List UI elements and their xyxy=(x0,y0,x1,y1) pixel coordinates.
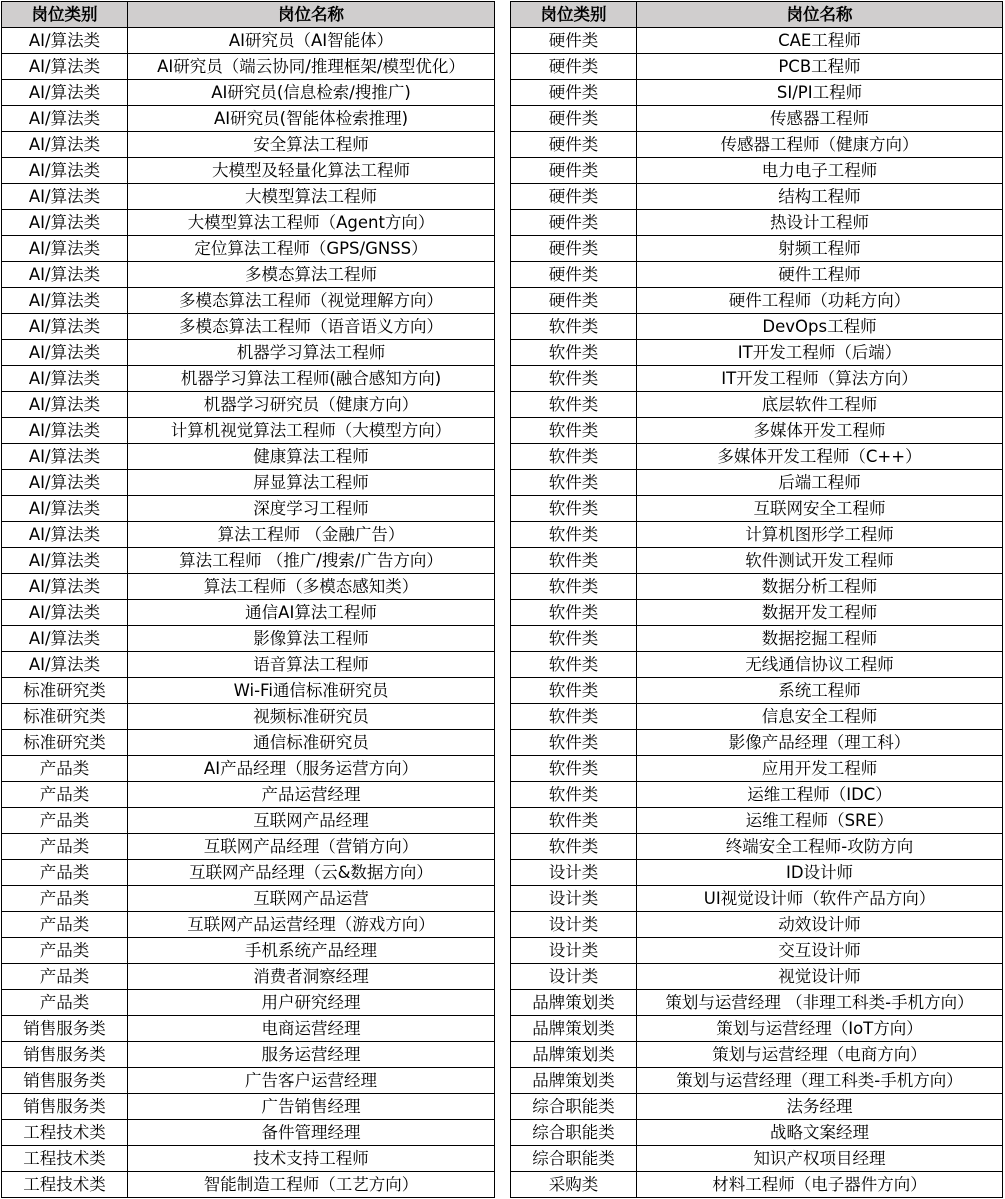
table-row xyxy=(511,834,1003,860)
table-row xyxy=(2,54,495,80)
job-category-cell: AI/算法类 xyxy=(2,210,128,236)
job-category-cell: 产品类 xyxy=(2,938,128,964)
job-category-cell: AI/算法类 xyxy=(2,652,128,678)
job-category-cell: 硬件类 xyxy=(511,132,637,158)
job-category-cell: 硬件类 xyxy=(511,236,637,262)
job-category-cell: 软件类 xyxy=(511,496,637,522)
job-category-cell: 产品类 xyxy=(2,912,128,938)
table-row xyxy=(511,1016,1003,1042)
job-name-cell: 终端安全工程师-攻防方向 xyxy=(637,834,1003,860)
job-name-cell: 机器学习研究员（健康方向） xyxy=(128,392,495,418)
job-name-cell: 大模型算法工程师（Agent方向） xyxy=(128,210,495,236)
table-row xyxy=(511,1146,1003,1172)
job-name-cell: IT开发工程师（算法方向） xyxy=(637,366,1003,392)
job-category-cell: 产品类 xyxy=(2,782,128,808)
job-category-cell: AI/算法类 xyxy=(2,366,128,392)
job-category-cell: 标准研究类 xyxy=(2,730,128,756)
job-name-cell: 大模型算法工程师 xyxy=(128,184,495,210)
table-row xyxy=(2,860,495,886)
table-row xyxy=(511,704,1003,730)
job-category-cell: 工程技术类 xyxy=(2,1120,128,1146)
table-row xyxy=(2,600,495,626)
job-name-cell: 互联网产品经理（云&数据方向） xyxy=(128,860,495,886)
table-row xyxy=(2,106,495,132)
job-name-cell: 计算机视觉算法工程师（大模型方向） xyxy=(128,418,495,444)
job-name-cell: 影像算法工程师 xyxy=(128,626,495,652)
job-category-cell: 软件类 xyxy=(511,756,637,782)
table-row xyxy=(2,1172,495,1198)
job-category-cell: 软件类 xyxy=(511,678,637,704)
table-row xyxy=(511,1094,1003,1120)
job-category-cell: AI/算法类 xyxy=(2,548,128,574)
table-row xyxy=(2,236,495,262)
header-row xyxy=(2,2,495,28)
job-category-cell: 软件类 xyxy=(511,522,637,548)
table-body-right xyxy=(511,28,1003,1198)
job-name-cell: AI研究员（端云协同/推理框架/模型优化） xyxy=(128,54,495,80)
job-name-cell: 深度学习工程师 xyxy=(128,496,495,522)
job-category-cell: 软件类 xyxy=(511,704,637,730)
header-name: 岗位名称 xyxy=(128,2,495,28)
job-category-cell: 硬件类 xyxy=(511,80,637,106)
job-name-cell: 后端工程师 xyxy=(637,470,1003,496)
job-category-cell: 工程技术类 xyxy=(2,1172,128,1198)
job-category-cell: AI/算法类 xyxy=(2,236,128,262)
job-name-cell: 智能制造工程师（工艺方向） xyxy=(128,1172,495,1198)
table-row xyxy=(511,1068,1003,1094)
job-name-cell: 数据挖掘工程师 xyxy=(637,626,1003,652)
job-name-cell: 射频工程师 xyxy=(637,236,1003,262)
table-row xyxy=(2,574,495,600)
job-category-cell: 软件类 xyxy=(511,548,637,574)
table-row xyxy=(2,756,495,782)
job-name-cell: AI研究员(信息检索/搜推广) xyxy=(128,80,495,106)
job-name-cell: 消费者洞察经理 xyxy=(128,964,495,990)
table-row xyxy=(511,548,1003,574)
job-category-cell: 软件类 xyxy=(511,444,637,470)
header-name: 岗位名称 xyxy=(637,2,1003,28)
job-category-cell: 产品类 xyxy=(2,808,128,834)
table-row xyxy=(2,1120,495,1146)
table-row xyxy=(511,106,1003,132)
table-row xyxy=(511,340,1003,366)
table-row xyxy=(2,678,495,704)
job-category-cell: 综合职能类 xyxy=(511,1146,637,1172)
table-row xyxy=(511,496,1003,522)
job-name-cell: 结构工程师 xyxy=(637,184,1003,210)
table-body-left xyxy=(2,28,495,1198)
job-name-cell: PCB工程师 xyxy=(637,54,1003,80)
job-name-cell: 硬件工程师 xyxy=(637,262,1003,288)
job-name-cell: 视觉设计师 xyxy=(637,964,1003,990)
job-category-cell: 硬件类 xyxy=(511,28,637,54)
job-category-cell: AI/算法类 xyxy=(2,288,128,314)
job-name-cell: 法务经理 xyxy=(637,1094,1003,1120)
job-category-cell: 品牌策划类 xyxy=(511,1016,637,1042)
job-category-cell: 综合职能类 xyxy=(511,1094,637,1120)
table-row xyxy=(511,912,1003,938)
job-category-cell: 品牌策划类 xyxy=(511,990,637,1016)
job-name-cell: 电力电子工程师 xyxy=(637,158,1003,184)
table-row xyxy=(511,80,1003,106)
job-name-cell: 通信AI算法工程师 xyxy=(128,600,495,626)
job-name-cell: 健康算法工程师 xyxy=(128,444,495,470)
table-row xyxy=(2,652,495,678)
job-name-cell: 手机系统产品经理 xyxy=(128,938,495,964)
job-name-cell: 定位算法工程师（GPS/GNSS） xyxy=(128,236,495,262)
job-category-cell: 综合职能类 xyxy=(511,1120,637,1146)
job-name-cell: DevOps工程师 xyxy=(637,314,1003,340)
job-category-cell: 软件类 xyxy=(511,392,637,418)
job-table-left xyxy=(1,1,495,1198)
job-name-cell: 互联网产品运营 xyxy=(128,886,495,912)
job-category-cell: 销售服务类 xyxy=(2,1094,128,1120)
table-row xyxy=(511,522,1003,548)
job-name-cell: AI研究员（AI智能体） xyxy=(128,28,495,54)
table-row xyxy=(2,938,495,964)
job-category-cell: 软件类 xyxy=(511,574,637,600)
table-row xyxy=(511,782,1003,808)
table-row xyxy=(2,80,495,106)
table-row xyxy=(511,990,1003,1016)
job-name-cell: 互联网产品经理（营销方向） xyxy=(128,834,495,860)
job-category-cell: 销售服务类 xyxy=(2,1068,128,1094)
job-category-cell: AI/算法类 xyxy=(2,80,128,106)
job-name-cell: UI视觉设计师（软件产品方向） xyxy=(637,886,1003,912)
job-category-cell: AI/算法类 xyxy=(2,496,128,522)
job-name-cell: 安全算法工程师 xyxy=(128,132,495,158)
job-category-cell: 软件类 xyxy=(511,418,637,444)
job-name-cell: 数据开发工程师 xyxy=(637,600,1003,626)
job-name-cell: 电商运营经理 xyxy=(128,1016,495,1042)
job-name-cell: 多模态算法工程师 xyxy=(128,262,495,288)
job-name-cell: 产品运营经理 xyxy=(128,782,495,808)
table-row xyxy=(511,236,1003,262)
job-name-cell: 传感器工程师 xyxy=(637,106,1003,132)
table-row xyxy=(511,756,1003,782)
table-row xyxy=(511,600,1003,626)
job-category-cell: AI/算法类 xyxy=(2,470,128,496)
job-category-cell: 硬件类 xyxy=(511,184,637,210)
job-category-cell: 标准研究类 xyxy=(2,678,128,704)
job-category-cell: AI/算法类 xyxy=(2,184,128,210)
job-name-cell: 计算机图形学工程师 xyxy=(637,522,1003,548)
job-name-cell: ID设计师 xyxy=(637,860,1003,886)
job-category-cell: 设计类 xyxy=(511,938,637,964)
job-name-cell: 数据分析工程师 xyxy=(637,574,1003,600)
job-category-cell: 软件类 xyxy=(511,808,637,834)
job-name-cell: 策划与运营经理（理工科类-手机方向） xyxy=(637,1068,1003,1094)
table-row xyxy=(2,1094,495,1120)
table-row xyxy=(511,964,1003,990)
job-name-cell: 多模态算法工程师（视觉理解方向） xyxy=(128,288,495,314)
table-row xyxy=(2,314,495,340)
job-name-cell: 算法工程师（多模态感知类） xyxy=(128,574,495,600)
job-name-cell: 服务运营经理 xyxy=(128,1042,495,1068)
job-category-cell: AI/算法类 xyxy=(2,158,128,184)
table-row xyxy=(2,210,495,236)
job-category-cell: 软件类 xyxy=(511,314,637,340)
table-row xyxy=(511,626,1003,652)
job-category-cell: 软件类 xyxy=(511,470,637,496)
job-name-cell: 交互设计师 xyxy=(637,938,1003,964)
table-row xyxy=(511,808,1003,834)
table-row xyxy=(2,366,495,392)
job-category-cell: 硬件类 xyxy=(511,54,637,80)
job-name-cell: 互联网产品运营经理（游戏方向） xyxy=(128,912,495,938)
table-row xyxy=(2,444,495,470)
table-row xyxy=(2,1068,495,1094)
table-row xyxy=(2,730,495,756)
job-category-cell: 软件类 xyxy=(511,782,637,808)
table-row xyxy=(511,1172,1003,1198)
table-row xyxy=(511,132,1003,158)
job-name-cell: 运维工程师（IDC） xyxy=(637,782,1003,808)
job-name-cell: 软件测试开发工程师 xyxy=(637,548,1003,574)
job-name-cell: 机器学习算法工程师(融合感知方向) xyxy=(128,366,495,392)
table-row xyxy=(2,470,495,496)
job-name-cell: 战略文案经理 xyxy=(637,1120,1003,1146)
table-row xyxy=(511,314,1003,340)
table-row xyxy=(2,886,495,912)
job-name-cell: 互联网安全工程师 xyxy=(637,496,1003,522)
job-category-cell: 工程技术类 xyxy=(2,1146,128,1172)
table-row xyxy=(2,1042,495,1068)
header-category: 岗位类别 xyxy=(511,2,637,28)
job-category-cell: 设计类 xyxy=(511,964,637,990)
job-name-cell: 底层软件工程师 xyxy=(637,392,1003,418)
job-name-cell: 应用开发工程师 xyxy=(637,756,1003,782)
table-row xyxy=(2,990,495,1016)
job-name-cell: 热设计工程师 xyxy=(637,210,1003,236)
table-row xyxy=(2,808,495,834)
job-name-cell: 无线通信协议工程师 xyxy=(637,652,1003,678)
job-category-cell: 标准研究类 xyxy=(2,704,128,730)
job-category-cell: 品牌策划类 xyxy=(511,1068,637,1094)
table-row xyxy=(2,340,495,366)
job-name-cell: 广告客户运营经理 xyxy=(128,1068,495,1094)
job-name-cell: SI/PI工程师 xyxy=(637,80,1003,106)
table-row xyxy=(511,418,1003,444)
table-row xyxy=(511,1120,1003,1146)
job-category-cell: 设计类 xyxy=(511,886,637,912)
job-name-cell: 材料工程师（电子器件方向） xyxy=(637,1172,1003,1198)
job-category-cell: AI/算法类 xyxy=(2,418,128,444)
job-name-cell: Wi-Fi通信标准研究员 xyxy=(128,678,495,704)
table-row xyxy=(2,496,495,522)
job-category-cell: 硬件类 xyxy=(511,158,637,184)
job-category-cell: AI/算法类 xyxy=(2,106,128,132)
job-category-cell: AI/算法类 xyxy=(2,574,128,600)
job-category-cell: AI/算法类 xyxy=(2,522,128,548)
job-category-cell: 产品类 xyxy=(2,886,128,912)
job-name-cell: 策划与运营经理（IoT方向） xyxy=(637,1016,1003,1042)
job-category-cell: 产品类 xyxy=(2,756,128,782)
job-category-cell: 软件类 xyxy=(511,366,637,392)
job-category-cell: 硬件类 xyxy=(511,288,637,314)
job-name-cell: 硬件工程师（功耗方向） xyxy=(637,288,1003,314)
job-name-cell: 技术支持工程师 xyxy=(128,1146,495,1172)
job-name-cell: 影像产品经理（理工科） xyxy=(637,730,1003,756)
job-category-cell: 硬件类 xyxy=(511,262,637,288)
table-row xyxy=(2,418,495,444)
table-row xyxy=(2,392,495,418)
table-row xyxy=(511,54,1003,80)
table-row xyxy=(511,860,1003,886)
table-row xyxy=(511,262,1003,288)
job-name-cell: 传感器工程师（健康方向） xyxy=(637,132,1003,158)
job-category-cell: 采购类 xyxy=(511,1172,637,1198)
table-row xyxy=(511,1042,1003,1068)
table-row xyxy=(2,28,495,54)
job-category-cell: AI/算法类 xyxy=(2,444,128,470)
table-row xyxy=(2,158,495,184)
table-row xyxy=(2,288,495,314)
job-category-cell: 硬件类 xyxy=(511,210,637,236)
table-row xyxy=(2,262,495,288)
job-category-cell: 软件类 xyxy=(511,834,637,860)
header-row xyxy=(511,2,1003,28)
job-name-cell: 备件管理经理 xyxy=(128,1120,495,1146)
table-row xyxy=(2,1016,495,1042)
table-row xyxy=(511,158,1003,184)
table-row xyxy=(511,730,1003,756)
job-name-cell: 视频标准研究员 xyxy=(128,704,495,730)
table-row xyxy=(511,886,1003,912)
job-name-cell: 策划与运营经理 （非理工科类-手机方向） xyxy=(637,990,1003,1016)
job-name-cell: 动效设计师 xyxy=(637,912,1003,938)
header-category: 岗位类别 xyxy=(2,2,128,28)
table-row xyxy=(511,392,1003,418)
table-row xyxy=(511,678,1003,704)
job-category-cell: 软件类 xyxy=(511,600,637,626)
table-row xyxy=(2,548,495,574)
job-name-cell: AI研究员(智能体检索推理) xyxy=(128,106,495,132)
table-row xyxy=(511,366,1003,392)
job-name-cell: 互联网产品经理 xyxy=(128,808,495,834)
table-row xyxy=(511,574,1003,600)
table-row xyxy=(511,652,1003,678)
table-row xyxy=(2,184,495,210)
table-row xyxy=(2,1146,495,1172)
job-category-cell: 设计类 xyxy=(511,912,637,938)
job-category-cell: 产品类 xyxy=(2,964,128,990)
job-name-cell: 多媒体开发工程师（C++） xyxy=(637,444,1003,470)
job-category-cell: 品牌策划类 xyxy=(511,1042,637,1068)
job-name-cell: 屏显算法工程师 xyxy=(128,470,495,496)
table-row xyxy=(2,834,495,860)
job-category-cell: 软件类 xyxy=(511,626,637,652)
job-category-cell: 软件类 xyxy=(511,652,637,678)
job-name-cell: 多模态算法工程师（语音语义方向） xyxy=(128,314,495,340)
table-row xyxy=(2,912,495,938)
table-row xyxy=(511,288,1003,314)
job-name-cell: 系统工程师 xyxy=(637,678,1003,704)
job-name-cell: 用户研究经理 xyxy=(128,990,495,1016)
job-category-cell: 产品类 xyxy=(2,834,128,860)
job-name-cell: 多媒体开发工程师 xyxy=(637,418,1003,444)
table-row xyxy=(2,522,495,548)
table-row xyxy=(511,184,1003,210)
table-row xyxy=(511,28,1003,54)
job-name-cell: 通信标准研究员 xyxy=(128,730,495,756)
table-row xyxy=(2,964,495,990)
table-row xyxy=(2,626,495,652)
job-category-cell: 硬件类 xyxy=(511,106,637,132)
job-name-cell: 策划与运营经理（电商方向） xyxy=(637,1042,1003,1068)
job-category-cell: 软件类 xyxy=(511,340,637,366)
job-category-cell: 产品类 xyxy=(2,990,128,1016)
job-category-cell: 软件类 xyxy=(511,730,637,756)
job-category-cell: AI/算法类 xyxy=(2,54,128,80)
job-name-cell: IT开发工程师（后端） xyxy=(637,340,1003,366)
table-row xyxy=(511,470,1003,496)
table-row xyxy=(511,938,1003,964)
table-row xyxy=(511,444,1003,470)
job-name-cell: 知识产权项目经理 xyxy=(637,1146,1003,1172)
table-row xyxy=(2,132,495,158)
job-category-cell: AI/算法类 xyxy=(2,340,128,366)
table-row xyxy=(511,210,1003,236)
job-category-cell: 销售服务类 xyxy=(2,1042,128,1068)
job-category-cell: AI/算法类 xyxy=(2,132,128,158)
job-name-cell: 大模型及轻量化算法工程师 xyxy=(128,158,495,184)
job-name-cell: 广告销售经理 xyxy=(128,1094,495,1120)
job-name-cell: 语音算法工程师 xyxy=(128,652,495,678)
job-name-cell: 信息安全工程师 xyxy=(637,704,1003,730)
job-category-cell: AI/算法类 xyxy=(2,28,128,54)
job-name-cell: AI产品经理（服务运营方向） xyxy=(128,756,495,782)
job-category-cell: 设计类 xyxy=(511,860,637,886)
job-name-cell: 运维工程师（SRE） xyxy=(637,808,1003,834)
job-category-cell: AI/算法类 xyxy=(2,262,128,288)
job-category-cell: 销售服务类 xyxy=(2,1016,128,1042)
job-category-cell: AI/算法类 xyxy=(2,314,128,340)
table-row xyxy=(2,704,495,730)
job-category-cell: AI/算法类 xyxy=(2,600,128,626)
job-name-cell: 算法工程师 （金融广告） xyxy=(128,522,495,548)
job-name-cell: CAE工程师 xyxy=(637,28,1003,54)
table-row xyxy=(2,782,495,808)
job-category-cell: AI/算法类 xyxy=(2,626,128,652)
job-category-cell: AI/算法类 xyxy=(2,392,128,418)
job-table-right xyxy=(510,1,1003,1198)
job-name-cell: 机器学习算法工程师 xyxy=(128,340,495,366)
job-category-cell: 产品类 xyxy=(2,860,128,886)
job-name-cell: 算法工程师 （推广/搜索/广告方向） xyxy=(128,548,495,574)
